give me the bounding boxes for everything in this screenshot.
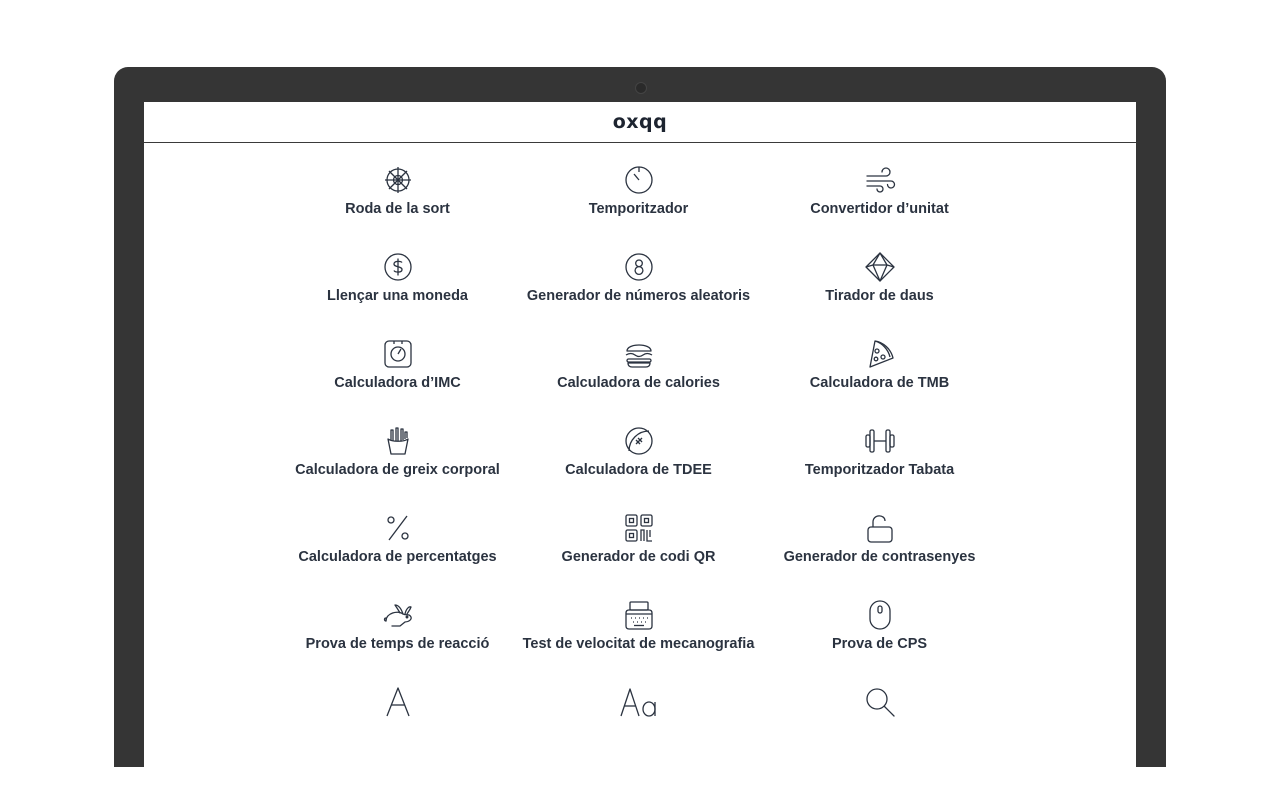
qr-code-icon [622,511,656,545]
rabbit-icon [381,598,415,632]
tool-search[interactable] [759,685,1000,772]
tool-label: Calculadora de calories [557,375,720,391]
tool-bmr-calculator[interactable] [759,337,1000,424]
tool-qr-generator[interactable] [518,511,759,598]
laptop-screen [144,102,1136,802]
tool-wheel-of-fortune[interactable] [277,163,518,250]
tool-bmi-calculator[interactable] [277,337,518,424]
wheel-icon [381,163,415,197]
tool-tabata-timer[interactable] [759,424,1000,511]
percent-icon [381,511,415,545]
dumbbell-icon [863,424,897,458]
tool-label: Calculadora de greix corporal [295,462,500,478]
wind-icon [863,163,897,197]
tool-label: Calculadora de TMB [809,375,950,391]
scale-icon [381,337,415,371]
timer-icon [622,163,656,197]
tool-label: Calculadora de TDEE [565,462,712,478]
tool-label: Prova de temps de reacció [305,636,490,652]
tool-label: Prova de CPS [831,636,928,652]
top-bar [144,102,1136,143]
tool-body-fat-calculator[interactable] [277,424,518,511]
tool-label: Roda de la sort [345,201,450,217]
unlock-icon [863,511,897,545]
tool-label: Generador de codi QR [561,549,716,565]
tool-unit-converter[interactable] [759,163,1000,250]
burger-icon [622,337,656,371]
tool-reaction-time-test[interactable] [277,598,518,685]
letter-a-icon [381,685,415,719]
mouse-icon [863,598,897,632]
tool-font[interactable] [518,685,759,772]
tool-label: Generador de números aleatoris [526,288,751,304]
laptop-frame [114,67,1166,767]
pizza-icon [863,337,897,371]
typewriter-icon [622,598,656,632]
football-icon [622,424,656,458]
tool-password-generator[interactable] [759,511,1000,598]
dollar-coin-icon [381,250,415,284]
tool-label: Calculadora d’IMC [334,375,461,391]
tool-calorie-calculator[interactable] [518,337,759,424]
tool-cps-test[interactable] [759,598,1000,685]
site-logo[interactable]: oxqq [612,111,668,133]
tool-tdee-calculator[interactable] [518,424,759,511]
tools-grid [277,163,1000,772]
tool-letter[interactable] [277,685,518,772]
tool-label: Temporitzador [588,201,689,217]
tool-dice-roller[interactable] [759,250,1000,337]
search-icon [863,685,897,719]
tool-typing-speed-test[interactable] [518,598,759,685]
camera-dot [635,82,647,94]
tool-label: Convertidor d’unitat [810,201,949,217]
tool-label: Llençar una moneda [326,288,468,304]
tool-percentage-calculator[interactable] [277,511,518,598]
tool-label: Calculadora de percentatges [298,549,497,565]
tool-label: Temporitzador Tabata [804,462,955,478]
fries-icon [381,424,415,458]
tool-random-number[interactable] [518,250,759,337]
tool-label: Tirador de daus [825,288,934,304]
tool-timer[interactable] [518,163,759,250]
number-eight-icon [622,250,656,284]
font-aa-icon [619,685,659,719]
tool-label: Generador de contrasenyes [783,549,976,565]
tool-coin-flip[interactable] [277,250,518,337]
tool-label: Test de velocitat de mecanografia [522,636,755,652]
dice-icon [863,250,897,284]
